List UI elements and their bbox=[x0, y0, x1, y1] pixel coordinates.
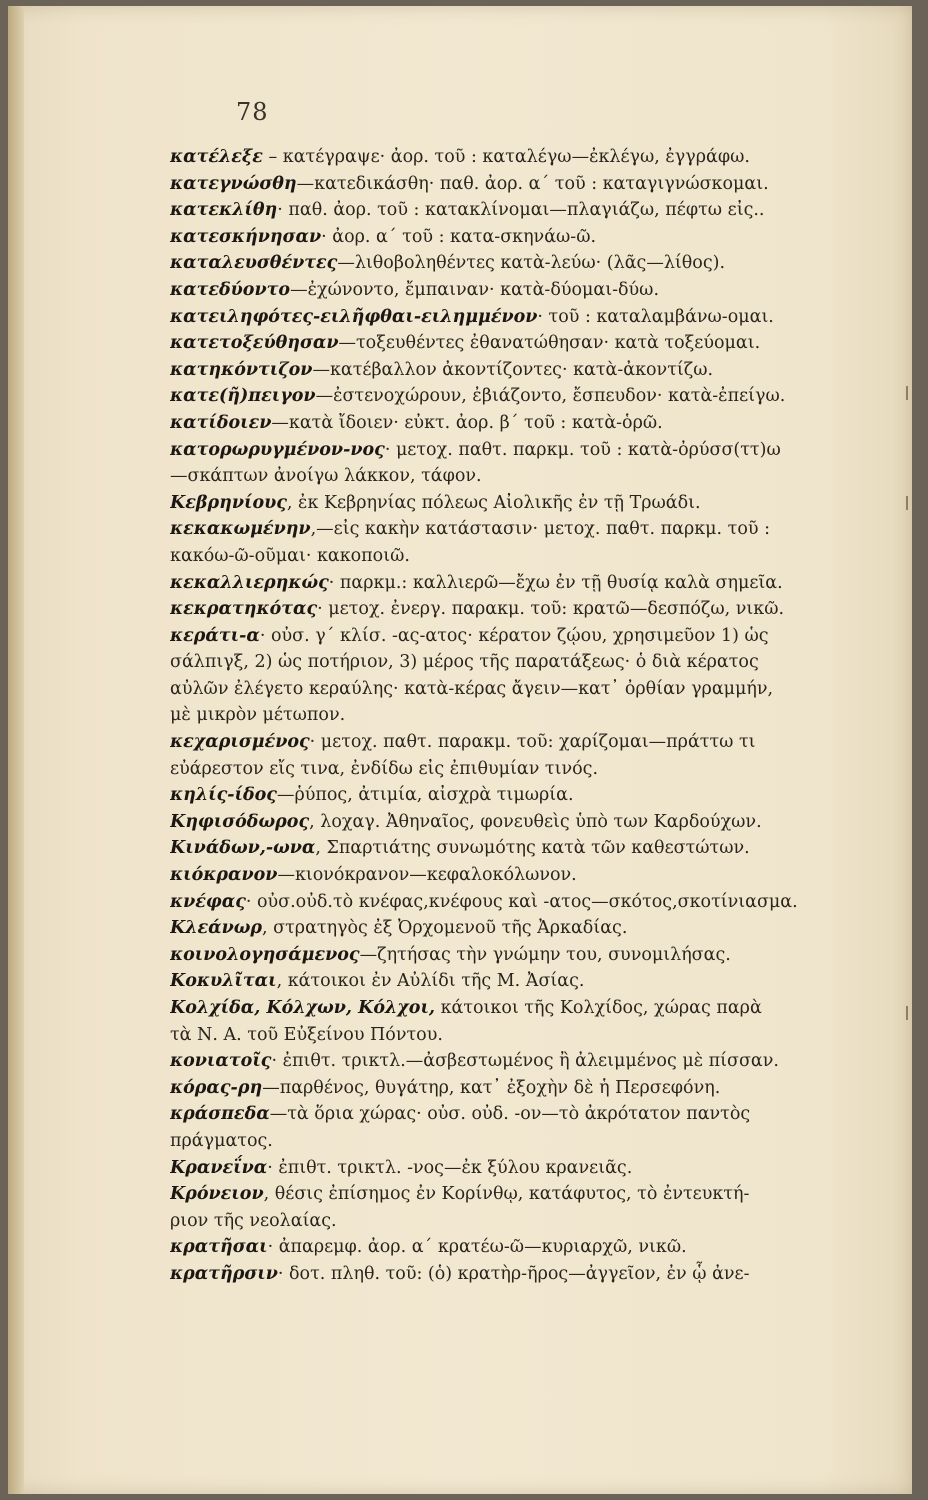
headword: κατεσκήνησαν bbox=[170, 226, 322, 247]
glossary-line bbox=[170, 250, 896, 277]
headword: κρατῆσαι bbox=[170, 1237, 268, 1258]
glossary-line bbox=[170, 330, 896, 357]
headword: κατεκλίθη bbox=[170, 200, 278, 221]
headword: κοινολογησάμενος bbox=[170, 944, 360, 965]
glossary-line bbox=[170, 197, 896, 224]
definition-text: · μετοχ. παθτ. παρκμ. τοῦ : κατὰ-ὀρύσσ(ττ)ω bbox=[384, 439, 781, 460]
glossary-line bbox=[170, 171, 896, 198]
definition-text: · παρκμ.: καλλιερῶ—ἔχω ἐν τῇ θυσίᾳ καλὰ σημεῖα. bbox=[328, 572, 783, 593]
headword: κατίδοιεν bbox=[170, 412, 272, 433]
definition-text: —ἐστενοχώρουν, ἐβιάζοντο, ἔσπευδον· κατὰ-ἐπείγω. bbox=[315, 386, 786, 407]
definition-text: —τὰ ὅρια χώρας· οὐσ. οὐδ. -ον—τὸ ἀκρότατον παντὸς bbox=[269, 1104, 751, 1125]
definition-text: , Σπαρτιάτης συνωμότης κατὰ τῶν καθεστώτων. bbox=[315, 838, 750, 859]
definition-text: —ἐχώνοντο, ἔμπαιναν· κατὰ-δύομαι-δύω. bbox=[290, 279, 660, 300]
glossary-line bbox=[170, 702, 896, 729]
glossary-line bbox=[170, 357, 896, 384]
glossary-line bbox=[170, 1261, 896, 1288]
headword: κατειληφότες-ειλῆφθαι-ειλημμένον bbox=[170, 306, 538, 327]
headword: κεκαλλιερηκώς bbox=[170, 572, 329, 593]
glossary-line bbox=[170, 676, 896, 703]
glossary-line bbox=[170, 835, 896, 862]
headword: κατετοξεύθησαν bbox=[170, 333, 339, 354]
glossary-line bbox=[170, 1181, 896, 1208]
headword: κιόκρανον bbox=[170, 865, 278, 886]
book-page bbox=[8, 6, 912, 1494]
glossary-line bbox=[170, 889, 896, 916]
glossary-line bbox=[170, 942, 896, 969]
definition-text: —παρθένος, θυγάτηρ, κατ᾽ ἐξοχὴν δὲ ἡ Περσεφόνη. bbox=[262, 1077, 721, 1098]
headword: κατεδύοντο bbox=[170, 279, 291, 300]
definition-text: κάτοικοι τῆς Κολχίδος, χώρας παρὰ bbox=[435, 998, 762, 1018]
glossary-line bbox=[170, 1048, 896, 1075]
glossary-line bbox=[170, 1208, 896, 1235]
headword: κρατῆρσιν bbox=[170, 1263, 278, 1284]
glossary-line bbox=[170, 862, 896, 889]
page-number: 78 bbox=[236, 98, 269, 126]
headword: Κρόνειον bbox=[170, 1184, 264, 1205]
glossary-line bbox=[170, 1155, 896, 1182]
glossary-line bbox=[170, 224, 896, 251]
glossary-line bbox=[170, 1234, 896, 1261]
definition-text: · ἐπιθτ. τρικτλ.—ἀσβεστωμένος ἢ ἀλειμμένος μὲ πίσσαν. bbox=[271, 1051, 779, 1072]
definition-text: · μετοχ. ἐνεργ. παρακμ. τοῦ: κρατῶ—δεσπόζω, νικῶ. bbox=[317, 599, 785, 620]
headword: κόρας-ρη bbox=[170, 1077, 263, 1098]
headword: κατηκόντιζον bbox=[170, 359, 313, 380]
glossary-line bbox=[170, 463, 896, 490]
definition-text: , ἐκ Κεβρηνίας πόλεως Αἰολικῆς ἐν τῇ Τρωάδι. bbox=[286, 492, 701, 513]
definition-text: αὐλῶν ἐλέγετο κεραύλης· κατὰ-κέρας ἄγειν—κατ᾽ ὀρθίαν γραμμήν, bbox=[170, 678, 774, 699]
definition-text: · ἐπιθτ. τρικτλ. -νος—ἐκ ξύλου κρανειᾶς. bbox=[267, 1157, 633, 1178]
definition-text: σάλπιγξ, 2) ὡς ποτήριον, 3) μέρος τῆς παρατάξεως· ὁ διὰ κέρατος bbox=[170, 652, 759, 673]
glossary-line bbox=[170, 144, 896, 171]
glossary-line bbox=[170, 383, 896, 410]
headword: καταλευσθέντες bbox=[170, 253, 338, 274]
definition-text: , στρατηγὸς ἐξ Ὀρχομενοῦ τῆς Ἀρκαδίας. bbox=[262, 918, 628, 939]
glossary-line bbox=[170, 995, 896, 1022]
headword: κεκρατηκότας bbox=[170, 599, 318, 620]
headword: κράσπεδα bbox=[170, 1104, 270, 1125]
definition-text: · παθ. ἀορ. τοῦ : κατακλίνομαι—πλαγιάζω, πέφτω εἰς.. bbox=[277, 200, 765, 221]
glossary-line bbox=[170, 1022, 896, 1049]
definition-text: · ἀορ. α΄ τοῦ : κατα-σκηνάω-ῶ. bbox=[321, 226, 597, 247]
edge-mark bbox=[906, 496, 908, 510]
definition-text: · οὐσ. γ΄ κλίσ. -ας-ατος· κέρατον ζῴου, χρησιμεῦον 1) ὡς bbox=[259, 625, 769, 646]
definition-text: μὲ μικρὸν μέτωπον. bbox=[170, 705, 346, 726]
headword: Κρανεΐνα bbox=[170, 1157, 268, 1178]
definition-text: , λοχαγ. Ἀθηναῖος, φονευθεὶς ὑπὸ των Καρδούχων. bbox=[309, 811, 762, 832]
definition-text: πράγματος. bbox=[170, 1130, 273, 1151]
headword: κατορωρυγμένον-νος bbox=[170, 439, 385, 460]
edge-mark bbox=[906, 1006, 908, 1020]
definition-text: —ῥύπος, ἀτιμία, αἰσχρὰ τιμωρία. bbox=[276, 785, 574, 806]
definition-text: , θέσις ἐπίσημος ἐν Κορίνθῳ, κατάφυτος, τὸ ἐντευκτή- bbox=[263, 1184, 750, 1205]
glossary-line bbox=[170, 277, 896, 304]
headword: Κηφισόδωρος bbox=[170, 811, 310, 832]
headword: Κοκυλῖται bbox=[170, 971, 277, 992]
definition-text: – κατέγραψε· ἀορ. τοῦ : καταλέγω—ἐκλέγω, ἐγγράφω. bbox=[262, 147, 750, 167]
definition-text: , κάτοικοι ἐν Αὐλίδι τῆς Μ. Ἀσίας. bbox=[276, 971, 585, 992]
definition-text: κακόω-ῶ-οῦμαι· κακοποιῶ. bbox=[170, 545, 410, 566]
glossary-line bbox=[170, 410, 896, 437]
headword: Κινάδων,-ωνα bbox=[170, 838, 316, 859]
glossary-line bbox=[170, 1075, 896, 1102]
headword: κηλίς-ίδος bbox=[170, 785, 277, 806]
glossary-line bbox=[170, 1101, 896, 1128]
glossary-line bbox=[170, 782, 896, 809]
glossary-line bbox=[170, 596, 896, 623]
headword: κνέφας bbox=[170, 891, 246, 912]
glossary-line bbox=[170, 623, 896, 650]
definition-text: · τοῦ : καταλαμβάνω-ομαι. bbox=[537, 306, 774, 327]
glossary-line bbox=[170, 437, 896, 464]
definition-text: —ζητήσας τὴν γνώμην του, συνομιλήσας. bbox=[359, 944, 731, 965]
headword: κεράτι-α bbox=[170, 625, 260, 646]
definition-text: —κιονόκρανον—κεφαλοκόλωνον. bbox=[277, 865, 577, 886]
glossary-line bbox=[170, 1128, 896, 1155]
definition-text: —κατεδικάσθη· παθ. ἀορ. α΄ τοῦ : καταγιγνώσκομαι. bbox=[296, 173, 769, 194]
definition-text: τὰ Ν. Α. τοῦ Εὐξείνου Πόντου. bbox=[170, 1024, 443, 1045]
headword: Κολχίδα, Κόλχων, Κόλχοι, bbox=[170, 998, 436, 1018]
definition-text: εὐάρεστον εἴς τινα, ἐνδίδω εἰς ἐπιθυμίαν τινός. bbox=[170, 758, 599, 779]
glossary-line bbox=[170, 756, 896, 783]
glossary-line bbox=[170, 304, 896, 331]
glossary-line bbox=[170, 968, 896, 995]
glossary-line bbox=[170, 516, 896, 543]
headword: Κλεάνωρ bbox=[170, 918, 263, 939]
headword: κατεγνώσθη bbox=[170, 173, 297, 194]
glossary-line bbox=[170, 649, 896, 676]
definition-text: —σκάπτων ἀνοίγω λάκκον, τάφον. bbox=[170, 466, 482, 487]
definition-text: —λιθοβοληθέντες κατὰ-λεύω· (λᾶς—λίθος). bbox=[337, 253, 726, 274]
headword: κεκακωμένην bbox=[170, 519, 311, 540]
glossary-line bbox=[170, 490, 896, 517]
page-spine bbox=[8, 6, 24, 1494]
definition-text: · ἀπαρεμφ. ἀορ. α΄ κρατέω-ῶ—κυριαρχῶ, νικῶ. bbox=[267, 1237, 687, 1258]
headword: Κεβρηνίους bbox=[170, 492, 287, 513]
definition-text: ,—εἰς κακὴν κατάστασιν· μετοχ. παθτ. παρκμ. τοῦ : bbox=[310, 519, 770, 540]
headword: κατε(ῆ)πειγον bbox=[170, 386, 316, 407]
headword: κεχαρισμένος bbox=[170, 732, 310, 753]
edge-mark bbox=[906, 386, 908, 400]
definition-text: · μετοχ. παθτ. παρακμ. τοῦ: χαρίζομαι—πράττω τι bbox=[309, 732, 756, 753]
definition-text: ριον τῆς νεολαίας. bbox=[170, 1210, 337, 1231]
definition-text: · δοτ. πληθ. τοῦ: (ὁ) κρατὴρ-ῆρος—ἀγγεῖον, ἐν ᾧ ἀνε- bbox=[277, 1263, 750, 1284]
headword: κατέλεξε bbox=[170, 147, 263, 167]
definition-text: —κατέβαλλον ἀκοντίζοντες· κατὰ-ἀκοντίζω. bbox=[312, 359, 714, 380]
glossary-line bbox=[170, 809, 896, 836]
definition-text: · οὐσ.οὐδ.τὸ κνέφας,κνέφους καὶ -ατος—σκότος,σκοτίνιασμα. bbox=[245, 891, 798, 912]
glossary-entries bbox=[170, 144, 896, 1288]
glossary-line bbox=[170, 729, 896, 756]
glossary-line bbox=[170, 570, 896, 597]
glossary-line bbox=[170, 915, 896, 942]
headword: κονιατοῖς bbox=[170, 1051, 272, 1072]
definition-text: —κατὰ ἴδοιεν· εὐκτ. ἀορ. β΄ τοῦ : κατὰ-ὁρῶ. bbox=[271, 412, 663, 433]
glossary-line bbox=[170, 543, 896, 570]
definition-text: —τοξευθέντες ἐθανατώθησαν· κατὰ τοξεύομαι. bbox=[338, 333, 761, 354]
